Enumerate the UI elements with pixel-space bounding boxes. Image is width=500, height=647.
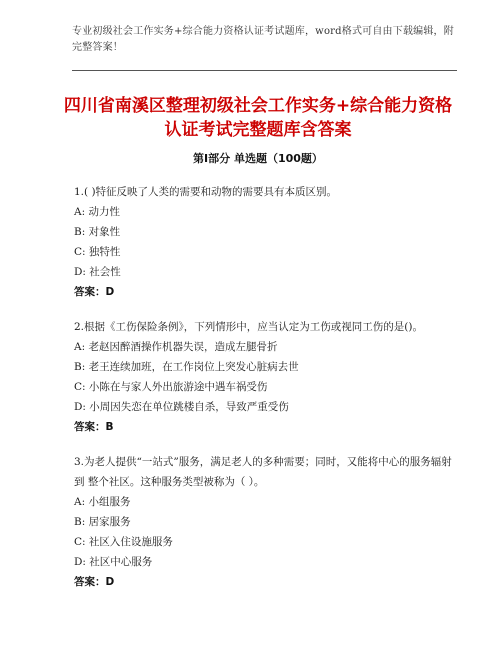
option-b: B: 对象性 xyxy=(74,226,121,238)
question-list xyxy=(74,182,462,592)
option-a: A: 动力性 xyxy=(74,206,120,218)
header-divider xyxy=(72,70,457,71)
question-2 xyxy=(74,317,462,437)
question-stem: 2.根据《工伤保险条例》，下列情形中，应当认定为工伤或视同工伤的是()。 xyxy=(74,321,423,333)
section-heading: 第Ⅰ部分 单选题（100题） xyxy=(193,152,323,165)
answer-label: 答案：D xyxy=(74,576,115,588)
option-d: D: 社会性 xyxy=(74,266,121,278)
question-3 xyxy=(74,452,462,592)
option-a: A: 老赵因醉酒操作机器失误，造成左腿骨折 xyxy=(74,341,278,353)
document-title: 四川省南溪区整理初级社会工作实务+综合能力资格认证考试完整题库含答案 xyxy=(63,96,453,140)
question-1 xyxy=(74,182,462,302)
option-d: D: 小周因失恋在单位跳楼自杀，导致严重受伤 xyxy=(74,401,289,413)
answer-label: 答案：B xyxy=(74,421,114,433)
option-c: C: 小陈在与家人外出旅游途中遇车祸受伤 xyxy=(74,381,268,393)
option-b: B: 老王连续加班，在工作岗位上突发心脏病去世 xyxy=(74,361,299,373)
question-spacer xyxy=(74,437,462,452)
option-a: A: 小组服务 xyxy=(74,496,131,508)
option-d: D: 社区中心服务 xyxy=(74,556,153,568)
option-c: C: 独特性 xyxy=(74,246,121,258)
header-note: 专业初级社会工作实务+综合能力资格认证考试题库，word格式可自由下载编辑，附完整答案！ xyxy=(72,26,454,53)
option-c: C: 社区入住设施服务 xyxy=(74,536,173,548)
question-stem: 3.为老人提供“一站式”服务，满足老人的多种需要；同时，又能将中心的服务辐射到 整个社区。这种服务类型被称为（ ）。 xyxy=(74,456,452,488)
question-stem: 1.( )特征反映了人类的需要和动物的需要具有本质区别。 xyxy=(74,186,338,198)
question-spacer xyxy=(74,302,462,317)
option-b: B: 居家服务 xyxy=(74,516,131,528)
answer-label: 答案：D xyxy=(74,286,115,298)
